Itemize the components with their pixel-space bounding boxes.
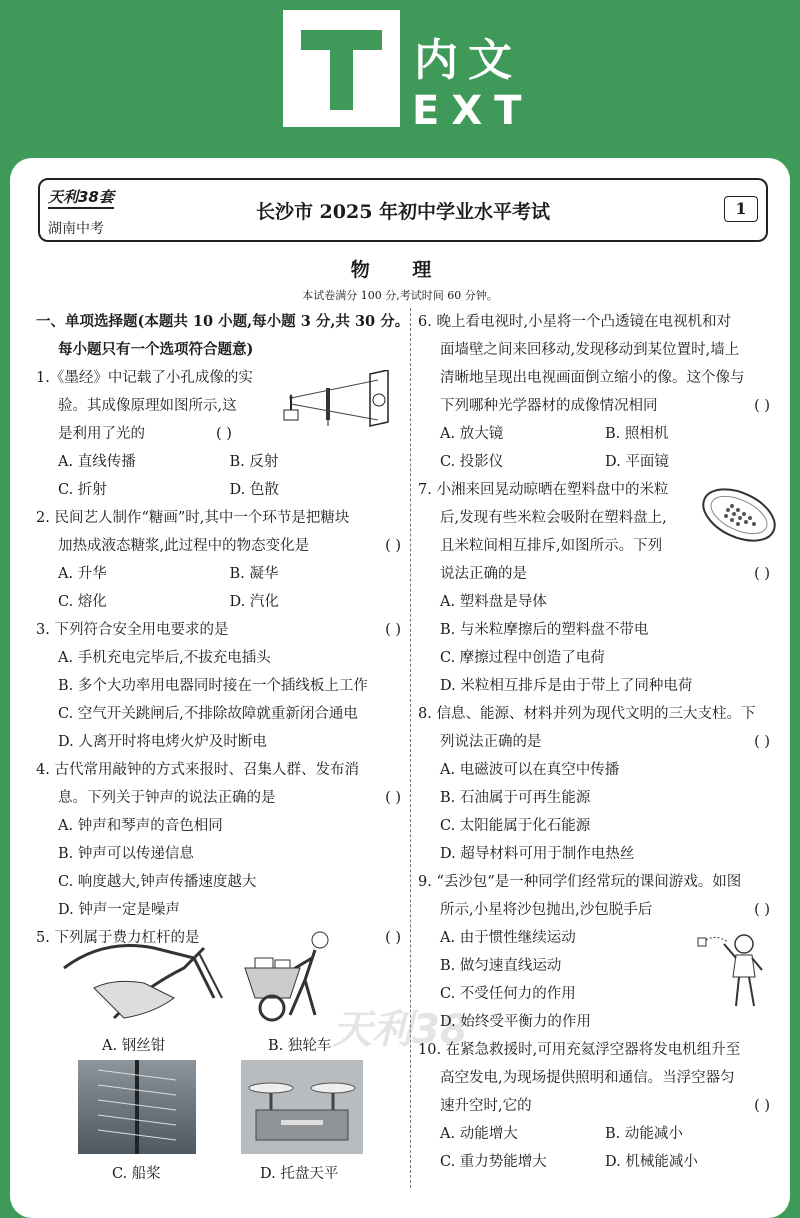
q6-stem: 6. 晚上看电视时,小星将一个凸透镜在电视机和对	[418, 314, 732, 330]
q1-options: A. 直线传播 B. 反射	[58, 454, 279, 470]
answer-bracket: ( )	[754, 398, 770, 414]
answer-bracket: ( )	[216, 426, 232, 442]
q3-option-c: C. 空气开关跳闸后,不排除故障就重新闭合通电	[58, 706, 358, 722]
q1-stem-2: 验。其成像原理如图所示,这	[58, 398, 237, 414]
q6-stem-3: 清晰地呈现出电视画面倒立缩小的像。这个像与	[440, 370, 745, 386]
q4-stem: 4. 古代常用敲钟的方式来报时、召集人群、发布消	[36, 762, 359, 778]
paper-number: 1	[724, 196, 758, 222]
answer-bracket: ( )	[385, 538, 401, 554]
answer-bracket: ( )	[754, 1098, 770, 1114]
q8-option-c: C. 太阳能属于化石能源	[440, 818, 591, 834]
column-divider	[410, 308, 411, 1188]
exam-note: 本试卷满分 100 分,考试时间 60 分钟。	[302, 289, 498, 302]
banner	[0, 0, 800, 160]
q3-option-b: B. 多个大功率用电器同时接在一个插线板上工作	[58, 678, 368, 694]
exam-paper	[10, 158, 790, 1218]
exam-title: 长沙市 2025 年初中学业水平考试	[255, 201, 551, 223]
section-heading: 一、单项选择题(本题共 10 小题,每小题 3 分,共 30 分。	[36, 313, 410, 330]
region-label: 湖南中考	[48, 221, 104, 237]
q1-options-2: C. 折射 D. 色散	[58, 482, 279, 498]
q7-stem: 7. 小湘来回晃动晾晒在塑料盘中的米粒	[418, 482, 669, 498]
answer-bracket: ( )	[754, 566, 770, 582]
q10-options: A. 动能增大 B. 动能减小	[440, 1126, 683, 1142]
q5-stem: 5. 下列属于费力杠杆的是 ( )	[36, 924, 401, 952]
q4-option-c: C. 响度越大,钟声传播速度越大	[58, 874, 257, 890]
balance-photo	[241, 1060, 363, 1154]
pinhole-camera-figure	[278, 370, 394, 428]
q7-option-d: D. 米粒相互排斥是由于带上了同种电荷	[440, 678, 693, 694]
q9-option-b: B. 做匀速直线运动	[440, 958, 562, 974]
q9-option-c: C. 不受任何力的作用	[440, 986, 576, 1002]
q9-stem-2: 所示,小星将沙包抛出,沙包脱手后 ( )	[418, 896, 770, 924]
q2-options: A. 升华 B. 凝华	[58, 566, 279, 582]
q9-stem: 9. “丢沙包”是一种同学们经常玩的课间游戏。如图	[418, 874, 742, 890]
q10-options-2: C. 重力势能增大 D. 机械能减小	[440, 1154, 698, 1170]
q5-caption-b: B. 独轮车	[268, 1038, 332, 1054]
series-logo: 天利38套	[48, 186, 114, 209]
answer-bracket: ( )	[385, 930, 401, 946]
q10-stem-2: 高空发电,为现场提供照明和通信。当浮空器匀	[440, 1070, 735, 1086]
q3-option-d: D. 人离开时将电烤火炉及时断电	[58, 734, 267, 750]
q8-option-b: B. 石油属于可再生能源	[440, 790, 591, 806]
q9-option-a: A. 由于惯性继续运动	[440, 930, 576, 946]
q8-stem: 8. 信息、能源、材料并列为现代文明的三大支柱。下	[418, 706, 756, 722]
banner-chinese-title: 内文	[414, 35, 522, 86]
q7-stem-4: 说法正确的是 ( )	[418, 560, 770, 588]
q1-stem-3: 是利用了光的 ( )	[36, 420, 401, 448]
rowing-photo	[78, 1060, 196, 1154]
answer-bracket: ( )	[754, 902, 770, 918]
q7-option-c: C. 摩擦过程中创造了电荷	[440, 650, 605, 666]
sandbag-child-figure	[694, 922, 774, 1012]
q6-options: A. 放大镜 B. 照相机	[440, 426, 669, 442]
section-heading-2: 每小题只有一个选项符合题意)	[58, 341, 254, 358]
answer-bracket: ( )	[385, 622, 401, 638]
q4-option-b: B. 钟声可以传递信息	[58, 846, 194, 862]
q2-stem: 2. 民间艺人制作“糖画”时,其中一个环节是把糖块	[36, 510, 350, 526]
watermark-logo: 天利38	[332, 1007, 468, 1053]
right-column	[418, 308, 770, 1176]
q2-options-2: C. 熔化 D. 汽化	[58, 594, 279, 610]
q1-stem: 1.《墨经》中记载了小孔成像的实	[36, 370, 253, 386]
q6-stem-4: 下列哪种光学器材的成像情况相同 ( )	[418, 392, 770, 420]
q6-stem-2: 面墙壁之间来回移动,发现移动到某位置时,墙上	[440, 342, 740, 358]
wheelbarrow-figure	[240, 928, 370, 1028]
subject-title: 物 理	[350, 259, 450, 281]
q3-stem: 3. 下列符合安全用电要求的是 ( )	[36, 616, 401, 644]
q8-option-d: D. 超导材料可用于制作电热丝	[440, 846, 635, 862]
q7-option-b: B. 与米粒摩擦后的塑料盘不带电	[440, 622, 649, 638]
answer-bracket: ( )	[385, 790, 401, 806]
t-logo-icon	[283, 10, 400, 127]
q2-stem-2: 加热成液态糖浆,此过程中的物态变化是 ( )	[36, 532, 401, 560]
q9-option-d: D. 始终受平衡力的作用	[440, 1014, 591, 1030]
q8-stem-2: 列说法正确的是 ( )	[418, 728, 770, 756]
q3-option-a: A. 手机充电完毕后,不拔充电插头	[58, 650, 271, 666]
exam-header	[38, 178, 768, 242]
q5-caption-a: A. 钢丝钳	[102, 1038, 166, 1054]
answer-bracket: ( )	[754, 734, 770, 750]
q7-option-a: A. 塑料盘是导体	[440, 594, 547, 610]
q5-caption-d: D. 托盘天平	[260, 1166, 339, 1182]
pliers-figure	[54, 928, 224, 1028]
q4-option-d: D. 钟声一定是噪声	[58, 902, 180, 918]
rice-plate-figure	[698, 480, 780, 550]
banner-english-title: EXT	[412, 88, 534, 134]
q7-stem-2: 后,发现有些米粒会吸附在塑料盘上,	[440, 510, 667, 526]
q5-caption-c: C. 船桨	[112, 1166, 161, 1182]
q4-option-a: A. 钟声和琴声的音色相同	[58, 818, 223, 834]
q8-option-a: A. 电磁波可以在真空中传播	[440, 762, 620, 778]
q7-stem-3: 且米粒间相互排斥,如图所示。下列	[440, 538, 663, 554]
q10-stem-3: 速升空时,它的 ( )	[418, 1092, 770, 1120]
q6-options-2: C. 投影仪 D. 平面镜	[440, 454, 669, 470]
q4-stem-2: 息。下列关于钟声的说法正确的是 ( )	[36, 784, 401, 812]
q10-stem: 10. 在紧急救援时,可用充氦浮空器将发电机组升至	[418, 1042, 741, 1058]
